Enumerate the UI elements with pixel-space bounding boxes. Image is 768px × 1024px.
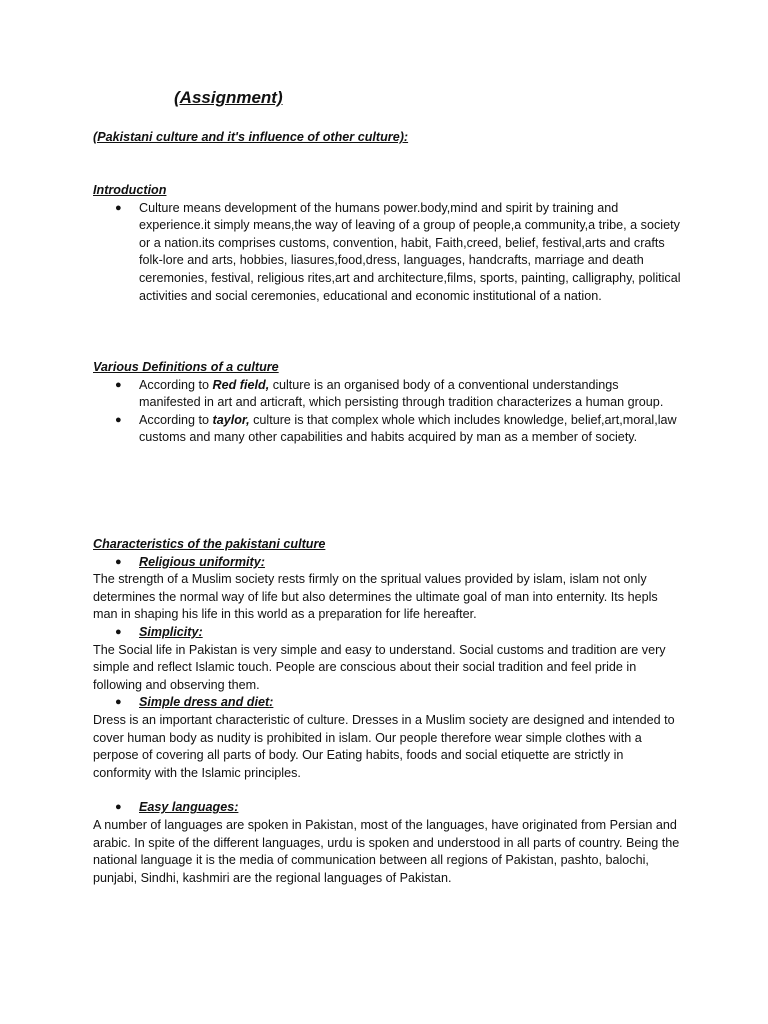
list-item	[93, 624, 683, 642]
definition-text: culture is an organised body of a conventional understandings manifested in art and articraft, which persisting through tradition characterizes a human group.	[139, 377, 664, 410]
characteristic-text: The strength of a Muslim society rests firmly on the spritual values provided by islam, islam not only determines the normal way of life but also determines the ultimate goal of man into enternity. Its hepls man in shaping his life in this world as a preparation for life hereafter.	[93, 572, 658, 622]
introduction-list	[93, 200, 683, 306]
bullet-icon: ●	[115, 696, 122, 709]
definition-text: culture is that complex whole which includes knowledge, belief,art,moral,law customs and many other capabilities and habits acquired by man as a member of society.	[139, 412, 677, 445]
characteristic-list	[93, 624, 683, 642]
characteristic-text: The Social life in Pakistan is very simple and easy to understand. Social customs and tradition are very simple and reflect Islamic touch. People are conscious about their social tradition and feel pride in following and observing them.	[93, 642, 666, 692]
introduction-section	[93, 182, 683, 305]
list-item	[93, 200, 683, 306]
list-item	[93, 554, 683, 572]
definition-prefix: According to	[139, 377, 213, 392]
bullet-icon: ●	[115, 555, 122, 568]
definition-prefix: According to	[139, 412, 213, 427]
characteristic-text: Dress is an important characteristic of culture. Dresses in a Muslim society are designed and intended to cover human body as nudity is prohibited in islam. Our people therefore wear simple clothes with a perpose of covering all parts of body. Our Eating habits, foods and social etiquette are strictly in conformity with the Islamic principles.	[93, 712, 675, 780]
document-title: (Assignment)	[174, 88, 283, 107]
introduction-text: Culture means development of the humans power.body,mind and spirit by training and experience.it simply means,the way of leaving of a group of people,a community,a tribe, a society or a nation.its comprises customs, convention, habit, Faith,creed, belief, festival,arts and crafts folk-lore and arts, hobbies, liasures,food,dress, languages, handcrafts, marriage and death ceremonies, festival, religious rites,art and architecture,films, sports, painting, calligraphy, political activities and social ceremonies, educational and economic institutional of a nation.	[139, 200, 681, 303]
bullet-icon: ●	[115, 801, 122, 814]
characteristic-label: Simplicity:	[139, 624, 203, 639]
bullet-icon: ●	[115, 413, 122, 426]
list-item	[93, 694, 683, 712]
list-item	[93, 799, 683, 817]
characteristic-label: Simple dress and diet:	[139, 695, 274, 710]
definitions-heading: Various Definitions of a culture	[93, 360, 279, 374]
characteristic-list	[93, 799, 683, 817]
introduction-heading: Introduction	[93, 183, 167, 197]
characteristic-label: Religious uniformity:	[139, 554, 265, 569]
characteristic-list	[93, 554, 683, 572]
characteristics-section	[93, 536, 683, 887]
characteristic-list	[93, 694, 683, 712]
characteristics-heading: Characteristics of the pakistani culture	[93, 537, 326, 551]
definition-author: taylor,	[212, 412, 250, 427]
definition-author: Red field,	[212, 377, 270, 392]
characteristic-text: A number of languages are spoken in Pakistan, most of the languages, have originated from Persian and arabic. In spite of the different languages, urdu is spoken and understood in all parts of country. Being the national language it is the media of communication between all regions of Pakistan, pashto, balochi, punjabi, Sindhi, kashmiri are the regional languages of Pakistan.	[93, 817, 680, 885]
definitions-section	[93, 359, 683, 447]
list-item	[93, 412, 683, 447]
definitions-list	[93, 377, 683, 447]
characteristic-label: Easy languages:	[139, 800, 239, 815]
document-subtitle: (Pakistani culture and it's influence of other culture):	[93, 130, 409, 144]
bullet-icon: ●	[115, 625, 122, 638]
bullet-icon: ●	[115, 378, 122, 391]
bullet-icon: ●	[115, 201, 122, 214]
list-item	[93, 377, 683, 412]
